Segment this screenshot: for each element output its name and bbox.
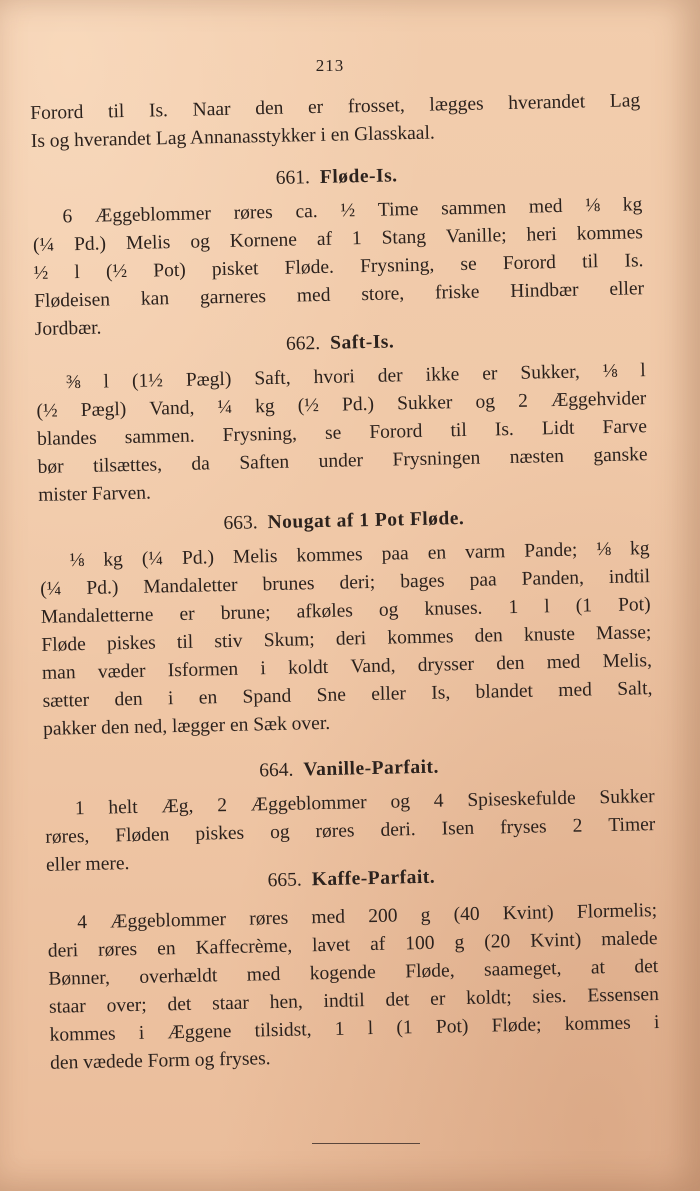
word: blandes: [36, 427, 97, 450]
word: sammen: [440, 197, 507, 220]
word: hvori: [313, 366, 355, 389]
word: Frysning,: [359, 254, 435, 278]
word: Saften: [239, 451, 290, 474]
word: røres,: [45, 825, 90, 848]
word: (½: [297, 395, 320, 417]
word: Forord: [30, 101, 84, 124]
word: det: [385, 989, 410, 1011]
word: (¼: [32, 234, 55, 256]
word: 2: [217, 795, 228, 817]
word: Frysning,: [222, 423, 298, 447]
recipe-title: Nougat af 1 Pot Fløde.: [267, 507, 465, 534]
recipe-title: Kaffe-Parfait.: [311, 866, 436, 891]
word: eller: [609, 278, 645, 300]
word: ⅛: [585, 195, 601, 217]
word: til: [581, 251, 599, 273]
word: helt: [108, 796, 138, 819]
word: Timer: [608, 814, 656, 837]
recipe-title: Vanille-Parfait.: [303, 756, 440, 781]
word: en: [198, 687, 218, 709]
word: Pægl): [80, 399, 127, 422]
word: med: [311, 906, 346, 929]
word: Æggeblommer: [94, 203, 212, 227]
word: sætter: [42, 689, 90, 712]
word: Sne: [316, 684, 347, 707]
word: Is.: [494, 418, 515, 441]
word: store,: [361, 283, 405, 306]
word: Hindbær: [510, 279, 579, 302]
word: Æg,: [161, 795, 194, 818]
word: Flødeisen: [34, 289, 111, 312]
word: Naar: [192, 98, 231, 121]
word: heri: [526, 223, 558, 246]
word: staar: [48, 996, 87, 1018]
recipe-heading: [44, 749, 654, 790]
word: i: [653, 1012, 660, 1034]
word: 1: [351, 228, 362, 250]
word: kg: [254, 395, 275, 418]
word: Fløden: [115, 824, 170, 847]
word: l: [640, 360, 646, 382]
word: Fløde;: [491, 1014, 542, 1037]
word: Spiseskefulde: [467, 787, 576, 811]
word: Stang: [381, 226, 427, 249]
recipe-heading: [31, 157, 641, 198]
word: knuses.: [424, 597, 483, 620]
word: ⅛: [602, 360, 618, 383]
word: 4: [77, 911, 88, 934]
word: (¼: [40, 578, 62, 600]
word: Pd.): [341, 393, 375, 416]
word: det: [634, 956, 659, 978]
word: afkøles: [296, 600, 354, 623]
word: over;: [106, 994, 147, 1017]
recipe-number: 661.: [275, 167, 311, 189]
word: sammen.: [124, 425, 195, 449]
word: brune;: [220, 602, 271, 625]
word: Spand: [242, 685, 292, 708]
word: 1: [74, 798, 85, 820]
word: (1: [396, 1017, 413, 1039]
word: l: [544, 596, 550, 618]
word: Melis: [125, 232, 171, 255]
word: med: [558, 679, 593, 702]
word: ikke: [425, 364, 460, 386]
word: Æggene: [167, 1020, 232, 1044]
word: 1: [508, 596, 519, 619]
word: stiv: [214, 630, 243, 653]
word: blandet: [475, 680, 534, 703]
word: Lidt: [541, 417, 575, 440]
word: til: [176, 631, 194, 654]
word: fryses: [499, 816, 547, 839]
word: Skum;: [263, 629, 315, 652]
word: bør: [37, 456, 64, 478]
text-line: Jordbær.: [34, 317, 102, 340]
word: Pd.): [86, 577, 119, 599]
word: kogende: [309, 961, 377, 985]
text-line: mister Farven.: [38, 482, 152, 506]
word: Mandaletterne: [40, 604, 154, 628]
word: Mandaletter: [143, 574, 238, 598]
word: Pot): [617, 594, 651, 616]
word: l: [74, 261, 81, 284]
word: Melis,: [602, 650, 653, 673]
word: se: [460, 253, 477, 276]
word: 1: [334, 1018, 345, 1040]
word: røres: [97, 938, 138, 961]
word: Æggeblommer: [250, 792, 367, 816]
text-line: eller mere.: [45, 853, 130, 876]
word: med: [296, 284, 331, 307]
recipe-number: 665.: [267, 869, 302, 892]
word: Forord: [369, 420, 423, 443]
page-number: 213: [315, 56, 345, 75]
recipe-number: 664.: [258, 759, 294, 782]
word: en: [156, 938, 176, 960]
word: koldt: [287, 656, 329, 679]
word: ganske: [593, 444, 648, 467]
word: lavet: [311, 934, 351, 957]
word: knuste: [523, 623, 576, 646]
word: Pot): [153, 259, 186, 282]
word: Kvint): [530, 929, 582, 952]
word: kg: [622, 194, 643, 216]
word: 200: [367, 905, 398, 928]
word: (¼: [141, 548, 164, 570]
word: man: [41, 662, 76, 684]
word: Sukker: [599, 786, 655, 809]
word: kg: [103, 549, 124, 571]
word: 2: [572, 815, 583, 837]
word: l: [103, 371, 110, 393]
word: deri;: [339, 571, 376, 594]
word: lægges: [429, 93, 484, 116]
word: bages: [399, 570, 445, 593]
word: Fløde.: [284, 256, 335, 279]
word: indtil: [608, 566, 651, 588]
word: en: [427, 542, 447, 564]
word: Sukker: [396, 392, 453, 415]
word: er: [429, 988, 446, 1010]
word: Kvint): [502, 902, 554, 925]
word: varm: [464, 541, 506, 563]
word: l: [367, 1018, 374, 1040]
word: koldt;: [465, 987, 512, 1010]
text-line: den vædede Form og fryses.: [49, 1048, 271, 1074]
word: Kornene: [229, 229, 298, 252]
word: Farve: [602, 416, 648, 439]
word: ¼: [217, 396, 233, 419]
word: med: [546, 651, 581, 674]
closing-rule: [312, 1143, 420, 1144]
word: ⅛: [69, 549, 85, 572]
word: se: [324, 422, 342, 444]
word: Lag: [609, 90, 641, 112]
word: Is.: [148, 100, 169, 122]
word: Sukker,: [520, 361, 580, 384]
word: 6: [62, 206, 73, 228]
word: Pd.): [73, 233, 107, 256]
word: kommes: [296, 544, 363, 567]
word: Flormelis;: [576, 900, 658, 923]
word: (½: [105, 261, 128, 283]
word: Pd.): [181, 547, 215, 569]
word: er: [307, 96, 324, 119]
word: Panden,: [521, 567, 585, 590]
word: pisket: [211, 258, 259, 281]
word: garneres: [199, 286, 267, 309]
word: er: [179, 603, 195, 625]
word: sies.: [532, 985, 567, 1008]
word: Time: [377, 198, 419, 221]
word: Isen: [441, 817, 475, 840]
text-line: Is og hverandet Lag Annanasstykker i en Glasskaal.: [30, 122, 435, 152]
recipe-title: Saft-Is.: [329, 331, 395, 354]
word: og: [269, 821, 290, 844]
word: den: [496, 652, 525, 675]
word: af: [369, 933, 386, 956]
word: piskes: [195, 822, 245, 845]
word: ⅜: [65, 372, 81, 394]
word: 100: [405, 932, 435, 955]
word: malede: [601, 928, 658, 951]
word: røres: [315, 820, 355, 843]
word: kommes: [387, 626, 454, 649]
word: Vanille;: [445, 225, 507, 248]
word: og: [390, 791, 411, 813]
text-line: pakker den ned, lægger en Sæk over.: [42, 712, 331, 740]
word: deri: [335, 628, 367, 650]
word: Pægl): [185, 368, 232, 391]
word: kommes: [564, 1012, 631, 1036]
word: Vand,: [149, 397, 195, 420]
word: med: [528, 195, 563, 218]
word: kommes: [49, 1023, 116, 1046]
word: Æggeblommer: [109, 909, 227, 933]
word: og: [190, 231, 211, 253]
word: Salt,: [617, 678, 653, 700]
word: (20: [484, 931, 511, 953]
word: 2: [517, 390, 529, 412]
word: den: [114, 688, 143, 711]
word: det: [167, 993, 192, 1016]
word: (40: [453, 903, 480, 926]
word: overhældt: [139, 965, 218, 988]
word: paa: [469, 569, 497, 591]
word: ca.: [295, 201, 318, 223]
word: tilsættes,: [92, 454, 163, 477]
word: Melis: [232, 545, 278, 568]
word: g: [454, 932, 465, 954]
word: i: [167, 688, 174, 710]
page-text: [30, 87, 660, 1078]
word: er: [482, 363, 498, 385]
word: ⅛: [596, 538, 612, 561]
word: hverandet: [508, 91, 586, 114]
word: den: [474, 625, 503, 647]
word: deri.: [380, 819, 416, 841]
word: ½: [33, 262, 49, 284]
word: 4: [433, 790, 444, 812]
word: Is,: [431, 682, 451, 704]
word: Essensen: [587, 984, 660, 1007]
word: kommes: [576, 222, 644, 245]
word: af: [316, 228, 333, 251]
word: Kaffecrème,: [195, 935, 293, 959]
word: til: [107, 101, 125, 123]
word: Frysningen: [392, 447, 481, 471]
word: drysser: [417, 653, 475, 677]
word: (1½: [131, 370, 164, 392]
recipe-number: 663.: [223, 512, 258, 535]
word: til: [450, 419, 467, 442]
word: indtil: [323, 990, 365, 1013]
word: røres: [249, 907, 289, 930]
word: Saft,: [254, 367, 291, 390]
word: da: [191, 453, 211, 475]
word: i: [260, 658, 267, 680]
word: kan: [140, 288, 170, 310]
word: Bønner,: [48, 967, 111, 990]
word: Isformen: [167, 658, 239, 682]
word: Fløde,: [405, 960, 455, 983]
recipe-title: Fløde-Is.: [319, 165, 398, 188]
word: ½: [340, 200, 356, 222]
recipe-number: 662.: [285, 332, 321, 355]
word: eller: [371, 683, 407, 705]
word: paa: [381, 543, 409, 565]
word: Forord: [502, 252, 557, 275]
word: Fløde: [41, 633, 87, 656]
word: i: [138, 1022, 145, 1044]
word: Æggehvider: [550, 388, 647, 412]
word: og: [378, 599, 399, 621]
word: den: [254, 97, 284, 120]
word: piskes: [106, 632, 156, 655]
word: friske: [434, 281, 480, 304]
word: Pot): [435, 1016, 469, 1038]
word: røres: [233, 201, 273, 224]
word: (½: [36, 400, 58, 422]
word: Masse;: [595, 622, 652, 645]
word: næsten: [509, 445, 565, 469]
word: tilsidst,: [254, 1019, 312, 1042]
word: kg: [629, 538, 650, 560]
word: og: [475, 391, 496, 413]
word: (1: [575, 595, 593, 617]
word: hen,: [269, 991, 303, 1014]
word: saameget,: [483, 958, 562, 981]
word: Pande;: [524, 539, 578, 562]
word: væder: [97, 660, 146, 683]
word: under: [318, 450, 364, 473]
word: med: [246, 963, 281, 986]
word: brunes: [262, 573, 315, 596]
word: deri: [47, 940, 79, 962]
word: g: [420, 904, 431, 926]
word: Is.: [624, 250, 644, 272]
word: staar: [211, 992, 250, 1015]
word: frosset,: [347, 95, 405, 118]
word: der: [377, 365, 403, 387]
word: at: [590, 957, 606, 979]
word: Vand,: [350, 655, 396, 678]
